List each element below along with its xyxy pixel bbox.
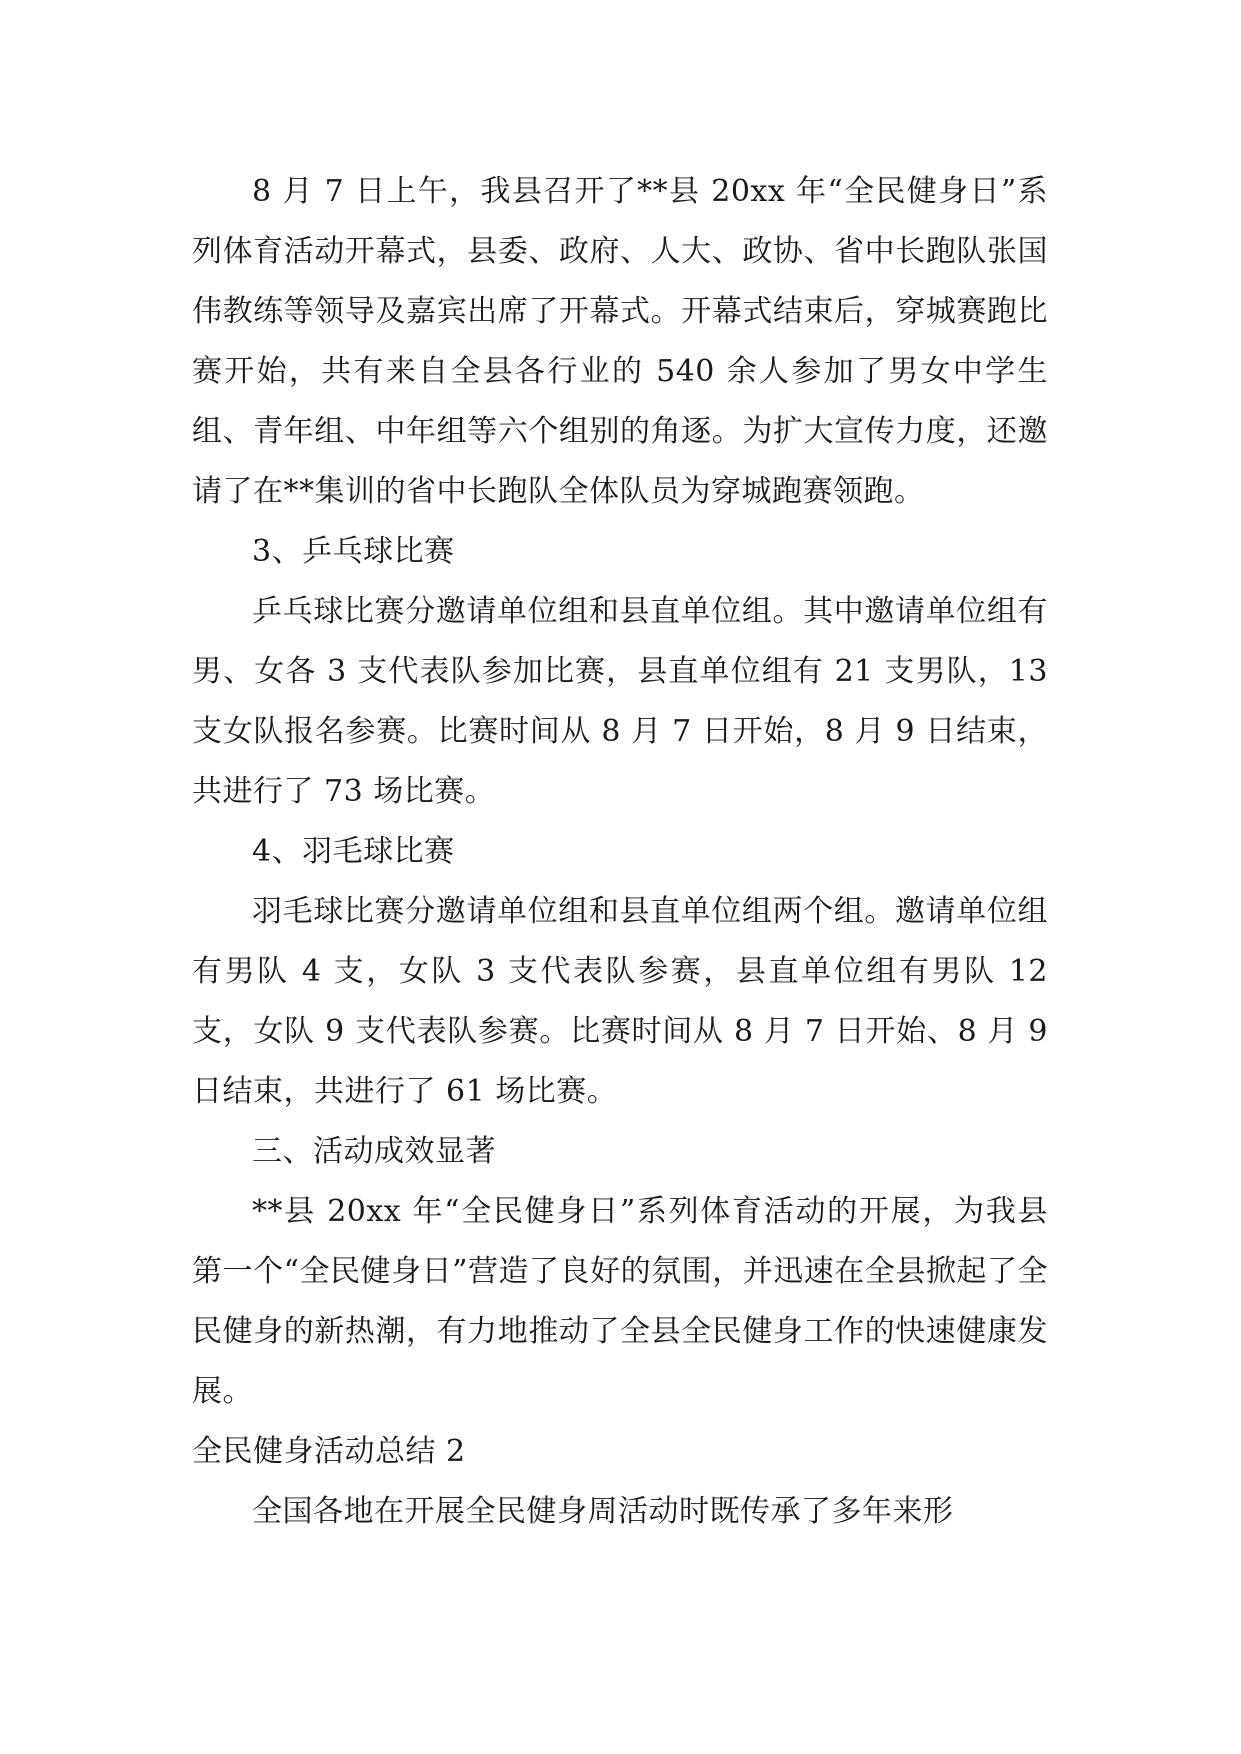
paragraph-table-tennis: 乒乓球比赛分邀请单位组和县直单位组。其中邀请单位组有男、女各 3 支代表队参加比赛，县直单位组有 21 支男队，13 支女队报名参赛。比赛时间从 8 月 7 日开始，8 月 9 日结束，共进行了 73 场比赛。 xyxy=(192,594,1048,809)
paragraph-badminton: 羽毛球比赛分邀请单位组和县直单位组两个组。邀请单位组有男队 4 支，女队 3 支代表队参赛，县直单位组有男队 12 支，女队 9 支代表队参赛。比赛时间从 8 月 7 日开始、8 月 9 日结束，共进行了 61 场比赛。 xyxy=(192,894,1048,1109)
document-body xyxy=(192,162,1048,1542)
heading-table-tennis: 3、乒乓球比赛 xyxy=(252,534,455,569)
heading-badminton: 4、羽毛球比赛 xyxy=(252,834,455,869)
paragraph-results: **县 20xx 年“全民健身日”系列体育活动的开展，为我县第一个“全民健身日”营造了良好的氛围，并迅速在全县掀起了全民健身的新热潮，有力地推动了全县全民健身工作的快速健康发展。 xyxy=(192,1194,1048,1409)
paragraph-summary-2-start: 全国各地在开展全民健身周活动时既传承了多年来形 xyxy=(252,1494,954,1529)
heading-results: 三、活动成效显著 xyxy=(252,1134,496,1169)
section-title-summary-2: 全民健身活动总结 2 xyxy=(192,1434,466,1469)
paragraph-opening-ceremony: 8 月 7 日上午，我县召开了**县 20xx 年“全民健身日”系列体育活动开幕式，县委、政府、人大、政协、省中长跑队张国伟教练等领导及嘉宾出席了开幕式。开幕式结束后，穿城赛跑比赛开始，共有来自全县各行业的 540 余人参加了男女中学生组、青年组、中年组等六个组别的角逐。为扩大宣传力度，还邀请了在**集训的省中长跑队全体队员为穿城跑赛领跑。 xyxy=(192,174,1048,509)
